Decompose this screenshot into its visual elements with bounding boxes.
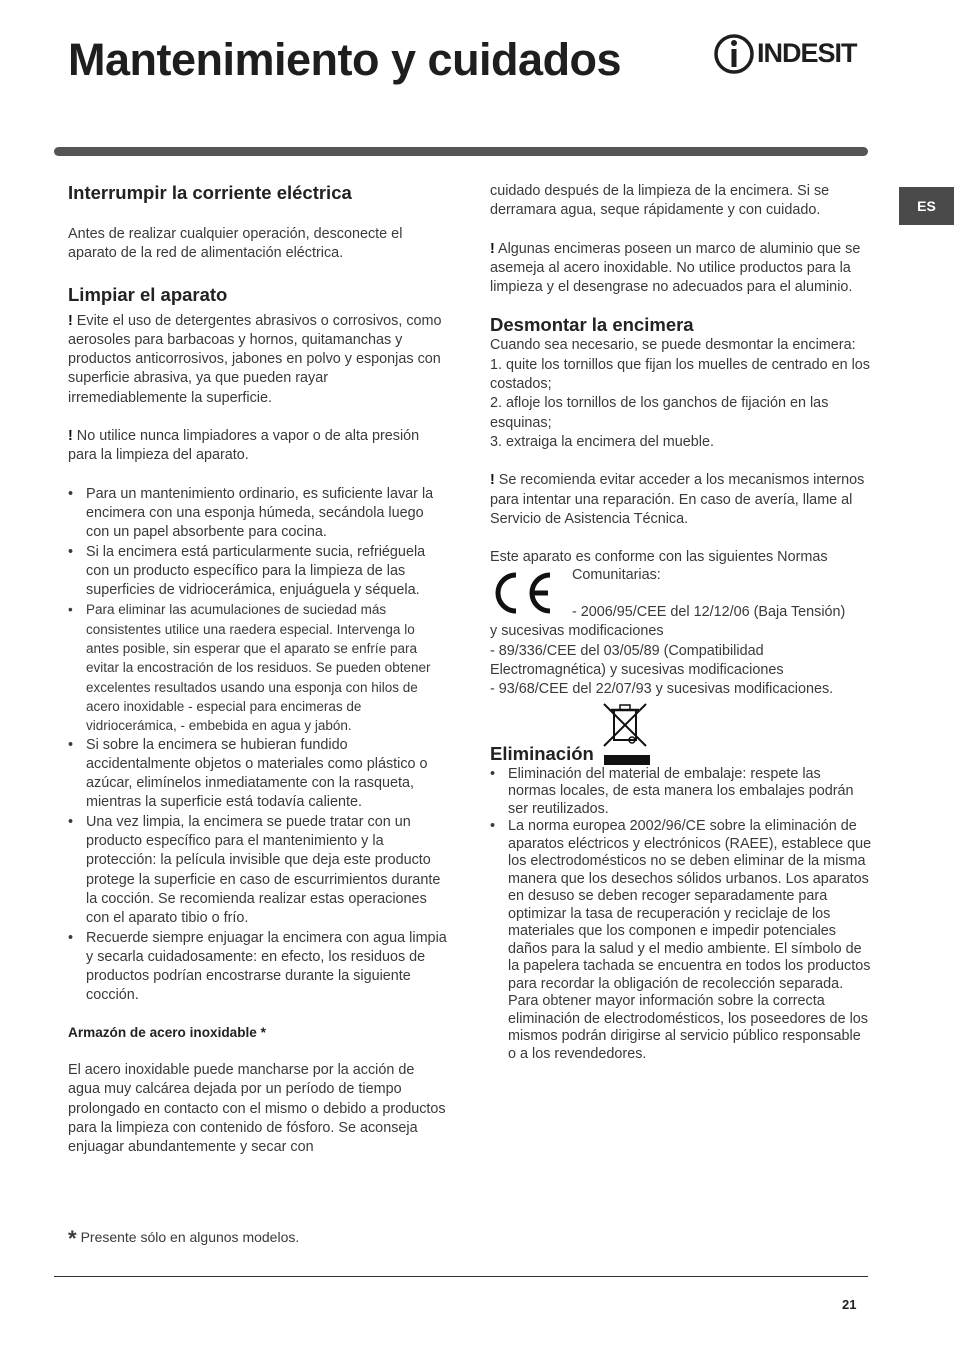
norm-2-cont: Electromagnética) y sucesivas modificaciones	[490, 662, 784, 679]
header-divider	[54, 147, 868, 156]
ce-row	[490, 567, 872, 622]
crossed-bin-icon	[600, 700, 650, 750]
steel-paragraph-cont: cuidado después de la limpieza de la encimera. Si se derramara agua, seque rápidamente y con cuidado.	[490, 183, 830, 219]
section-title-power: Interrumpir la corriente eléctrica	[68, 182, 352, 203]
list-item: • Recuerde siempre enjuagar la encimera con agua limpia y secarla cuidadosamente: en efecto, los residuos de productos podrían encostrarse durante la siguiente cocción.	[68, 929, 448, 1006]
power-paragraph: Antes de realizar cualquier operación, desconecte el aparato de la red de alimentación eléctrica.	[68, 226, 403, 262]
dismount-line: 3. extraiga la encimera del mueble.	[490, 433, 714, 450]
cleaning-list	[68, 485, 448, 1006]
disposal-list	[490, 766, 872, 1064]
weee-bar	[604, 755, 650, 765]
norm-1-cont: y sucesivas modificaciones	[490, 623, 664, 640]
warning-aluminium: ! Algunas encimeras poseen un marco de aluminio que se asemeja al acero inoxidable. No utilice productos para la limpieza y el desengrase no adecuados para el aluminio.	[490, 240, 861, 296]
footer-divider	[54, 1276, 868, 1277]
section-title-cleaning: Limpiar el aparato	[68, 283, 228, 305]
disposal-header	[490, 700, 872, 770]
list-item: • Eliminación del material de embalaje: respete las normas locales, de esta manera los embalajes podrán ser reutilizados.	[490, 766, 872, 819]
section-title-steel: Armazón de acero inoxidable *	[68, 1024, 266, 1040]
brand-name: INDESIT	[757, 38, 857, 68]
norms-intro: Este aparato es conforme con las siguientes Normas	[490, 549, 828, 566]
list-item: • Si la encimera está particularmente sucia, refriéguela con un producto específico para la limpieza de las superficies de vidriocerámica, enjuáguela y séquela.	[68, 543, 448, 601]
right-column	[490, 182, 872, 1063]
list-item: • Para eliminar las acumulaciones de suciedad más consistentes utilice una raedera especial. Intervenga lo antes posible, sin esperar que el aparato se enfríe para evitar la encostración de los residuos. Se pueden obtener excelentes resultados usando una esponja con hilos de acero inoxidable - especial para encimeras de vidriocerámica, - embebida en agua y jabón.	[68, 600, 448, 735]
section-title-disposal: Eliminación	[490, 742, 594, 764]
footnote: * Presente sólo en algunos modelos.	[68, 1226, 300, 1251]
list-item: • Si sobre la encimera se hubieran fundido accidentalmente objetos o materiales como plástico o azúcar, elimínelos inmediatamente con la rasqueta, mientras la superficie está todavía caliente.	[68, 736, 448, 813]
section-title-dismount: Desmontar la encimera	[490, 314, 694, 336]
warning-icon: !	[490, 472, 495, 489]
norm-1: - 2006/95/CEE del 12/12/06 (Baja Tensión)	[572, 604, 846, 621]
norm-2: - 89/336/CEE del 03/05/89 (Compatibilidad	[490, 642, 764, 659]
indesit-logo	[713, 30, 873, 78]
warning-icon: !	[490, 240, 495, 257]
dismount-line: Cuando sea necesario, se puede desmontar la encimera:	[490, 337, 856, 354]
warning-icon: !	[68, 312, 73, 329]
language-tab: ES	[899, 187, 954, 225]
warning-abrasives: ! Evite el uso de detergentes abrasivos o corrosivos, como aerosoles para barbacoas y hornos, quitamanchas y productos anticorrosivos, jabones en polvo y esponjas con superficie abrasiva, ya que pueden rayar irremediablemente la superficie.	[68, 312, 442, 406]
ce-mark-icon	[490, 569, 554, 617]
list-item: • Para un mantenimiento ordinario, es suficiente lavar la encimera con una esponja húmeda, secándola luego con un papel absorbente para cocina.	[68, 485, 448, 543]
left-column	[68, 182, 448, 1157]
warning-icon: !	[68, 428, 73, 445]
list-item: • La norma europea 2002/96/CE sobre la eliminación de aparatos eléctricos y electrónicos (RAEE), establece que los electrodomésticos no se deben eliminar de la misma manera que los desechos sólidos urbanos. Los aparatos en desuso se deben recoger separadamente para optimizar la tasa de recuperación y reciclaje de los materiales que los componen e impedir potenciales daños para la salud y el medio ambiente. El símbolo de la papelera tachada se encuentra en todos los productos para recordar la obligación de recolección separada. Para obtener mayor información sobre la correcta eliminación de electrodomésticos, los poseedores de los mismos podrán dirigirse al servicio público responsable o a los revendedores.	[490, 818, 872, 1063]
dismount-line: 1. quite los tornillos que fijan los muelles de centrado en los costados;	[490, 356, 870, 393]
steel-paragraph: El acero inoxidable puede mancharse por la acción de agua muy calcárea dejada por un período de tiempo prolongado en contacto con el mismo o debido a productos para la limpieza con contenido de fósforo. Se aconseja enjuagar abundantemente y secar con	[68, 1061, 446, 1156]
dismount-line: 2. afloje los tornillos de los ganchos de fijación en las esquinas;	[490, 395, 829, 431]
warning-steam: ! No utilice nunca limpiadores a vapor o de alta presión para la limpieza del aparato.	[68, 428, 420, 464]
list-item: • Una vez limpia, la encimera se puede tratar con un producto específico para el mantenimiento y la protección: la película invisible que deja este producto protege la superficie en caso de escurrimientos durante la cocción. Se recomienda realizar estas operaciones con el aparato tibio o frío.	[68, 813, 448, 929]
page-number: 21	[842, 1297, 857, 1312]
indesit-logo-mark-icon	[713, 30, 757, 78]
norms-community: Comunitarias:	[572, 567, 661, 584]
norm-3: - 93/68/CEE del 22/07/93 y sucesivas modificaciones.	[490, 681, 834, 698]
page-title: Mantenimiento y cuidados	[68, 34, 622, 85]
warning-repair: ! Se recomienda evitar acceder a los mecanismos internos para intentar una reparación. En caso de avería, llame al Servicio de Asistencia Técnica.	[490, 472, 865, 527]
